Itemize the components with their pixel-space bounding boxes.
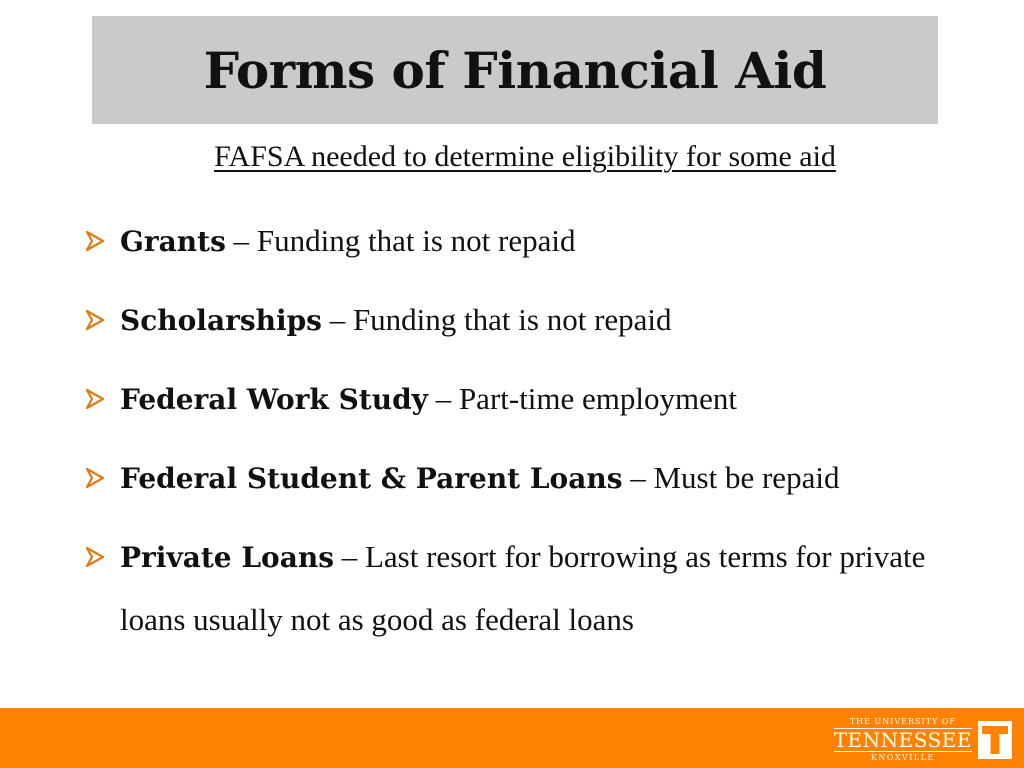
- bullet-separator: –: [427, 381, 459, 416]
- bullet-term: Private Loans: [120, 541, 334, 574]
- bullet-description: Must be repaid: [653, 460, 840, 495]
- bullet-description: Part-time employment: [458, 381, 738, 416]
- bullet-separator: –: [622, 460, 654, 495]
- bullet-separator: –: [333, 539, 365, 574]
- bullet-description: Last resort for borrowing as terms for private loans usually not as good as federal loans: [120, 539, 926, 637]
- logo-main-text: TENNESSEE: [833, 728, 972, 752]
- arrow-bullet-icon: [84, 218, 120, 264]
- list-item: [84, 218, 984, 264]
- bullet-list: [84, 218, 984, 684]
- arrow-bullet-icon: [84, 297, 120, 343]
- title-band: [92, 16, 938, 124]
- arrow-bullet-icon: [84, 526, 120, 588]
- list-item: [84, 526, 984, 651]
- bullet-text: [120, 297, 672, 344]
- bullet-term: Scholarships: [120, 304, 322, 337]
- bullet-text: [120, 376, 737, 423]
- footer-bar: [0, 708, 1024, 768]
- list-item: [84, 455, 984, 501]
- tennessee-t-logo-icon: [978, 721, 1012, 759]
- bullet-text: [120, 218, 575, 265]
- logo-wordmark: [834, 718, 972, 762]
- arrow-bullet-icon: [84, 455, 120, 501]
- bullet-term: Grants: [120, 225, 226, 258]
- bullet-description: Funding that is not repaid: [256, 223, 576, 258]
- bullet-description: Funding that is not repaid: [352, 302, 672, 337]
- page-title: Forms of Financial Aid: [203, 40, 827, 100]
- bullet-term: Federal Work Study: [120, 383, 428, 416]
- bullet-text: [120, 526, 984, 651]
- bullet-text: [120, 455, 839, 502]
- list-item: [84, 376, 984, 422]
- logo-top-text: THE UNIVERSITY OF: [849, 717, 956, 726]
- arrow-bullet-icon: [84, 376, 120, 422]
- list-item: [84, 297, 984, 343]
- university-logo: [834, 718, 1012, 762]
- logo-sub-text: KNOXVILLE: [870, 753, 935, 762]
- bullet-separator: –: [321, 302, 353, 337]
- subtitle: FAFSA needed to determine eligibility for some aid: [214, 140, 836, 173]
- subtitle-container: [0, 140, 1024, 174]
- bullet-term: Federal Student & Parent Loans: [120, 462, 623, 495]
- bullet-separator: –: [225, 223, 257, 258]
